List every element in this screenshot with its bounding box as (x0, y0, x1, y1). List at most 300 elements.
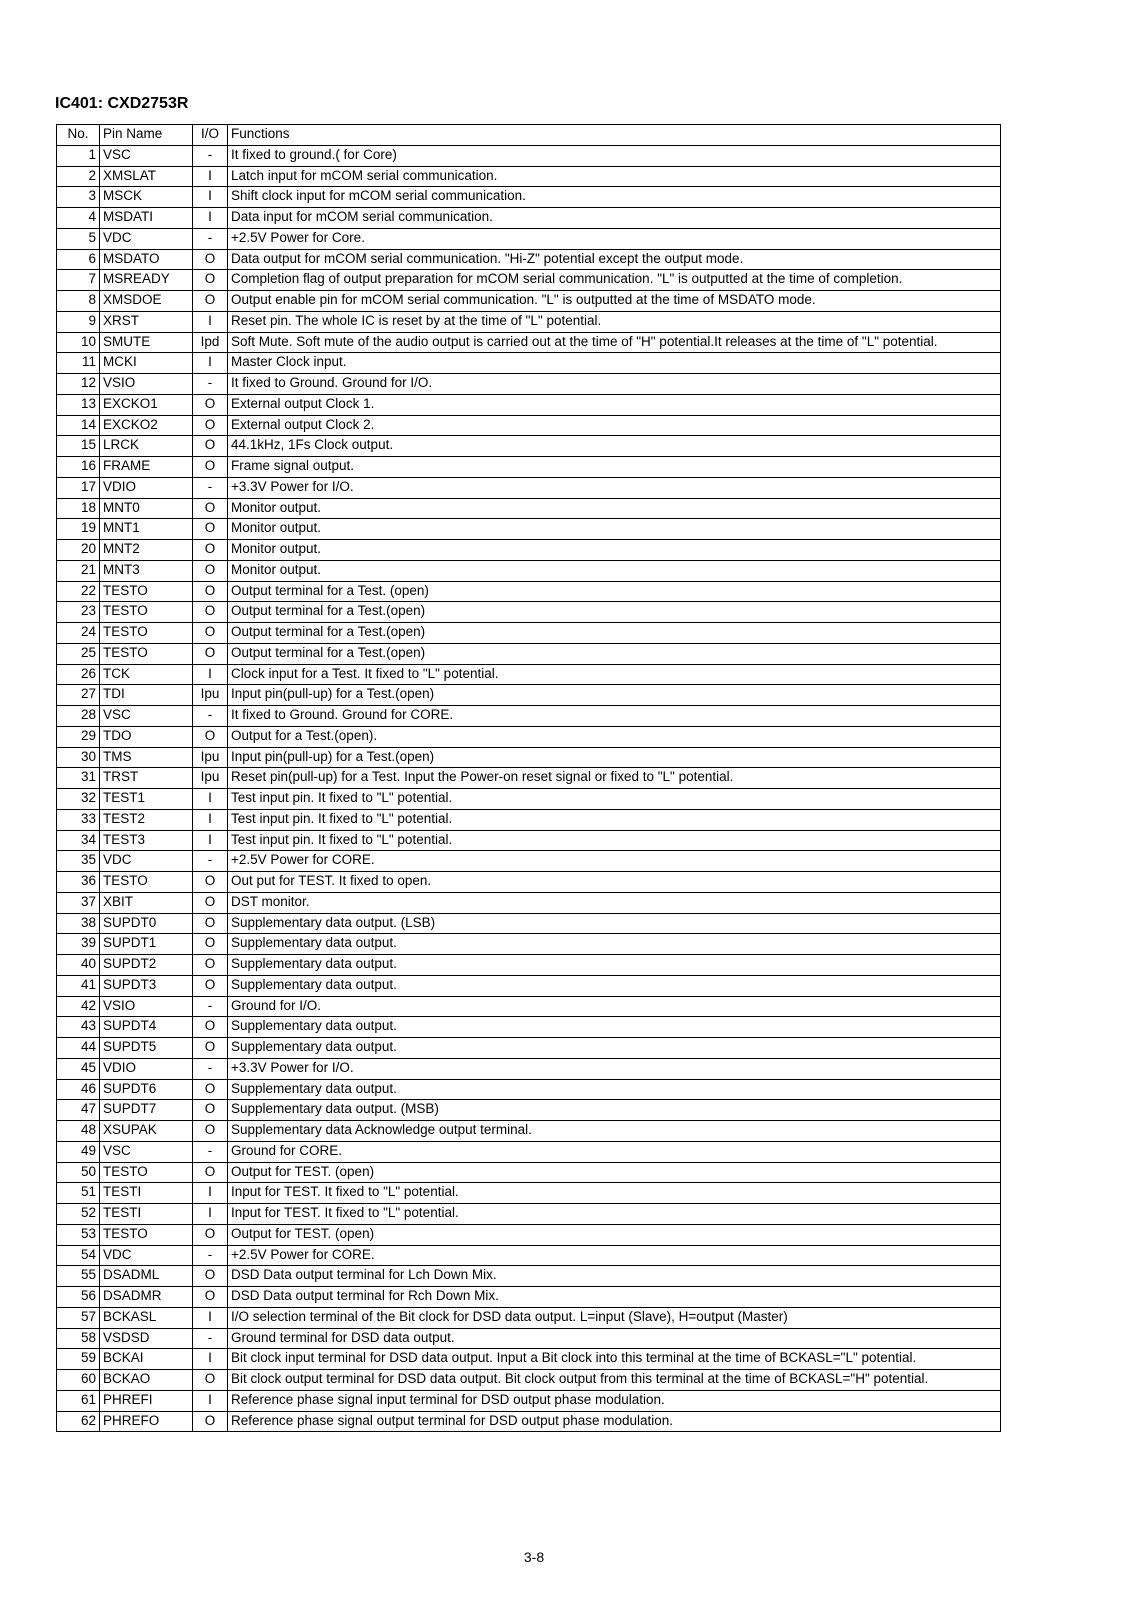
pin-name: TEST1 (100, 789, 193, 810)
pin-name: PHREFO (100, 1411, 193, 1432)
pin-function: Completion flag of output preparation for mCOM serial communication. "L" is outputted at the time of completion. (228, 270, 1001, 291)
pin-io: Ipu (193, 747, 228, 768)
pin-number: 13 (57, 394, 100, 415)
table-row (57, 249, 1001, 270)
table-row (57, 457, 1001, 478)
pin-function: DSD Data output terminal for Rch Down Mix. (228, 1287, 1001, 1308)
pin-number: 6 (57, 249, 100, 270)
pin-function: Bit clock input terminal for DSD data output. Input a Bit clock into this terminal at the time of BCKASL="L" potential. (228, 1349, 1001, 1370)
pin-number: 60 (57, 1370, 100, 1391)
pin-name: XSUPAK (100, 1121, 193, 1142)
pin-io: I (193, 208, 228, 229)
pin-name: TESTI (100, 1183, 193, 1204)
table-row (57, 1121, 1001, 1142)
pin-function: Reference phase signal output terminal for DSD output phase modulation. (228, 1411, 1001, 1432)
pin-function: Supplementary data output. (MSB) (228, 1100, 1001, 1121)
pin-number: 31 (57, 768, 100, 789)
pin-function: Ground for CORE. (228, 1141, 1001, 1162)
pin-name: MCKI (100, 353, 193, 374)
pin-number: 32 (57, 789, 100, 810)
pin-function: Output terminal for a Test.(open) (228, 643, 1001, 664)
pin-function: Monitor output. (228, 560, 1001, 581)
pin-name: MSREADY (100, 270, 193, 291)
pin-io: O (193, 1079, 228, 1100)
pin-io: O (193, 1100, 228, 1121)
pin-function: +3.3V Power for I/O. (228, 1058, 1001, 1079)
pin-io: O (193, 934, 228, 955)
pin-function: Out put for TEST. It fixed to open. (228, 872, 1001, 893)
table-row (57, 706, 1001, 727)
pin-function: Output terminal for a Test. (open) (228, 581, 1001, 602)
pin-name: MNT3 (100, 560, 193, 581)
pin-number: 17 (57, 477, 100, 498)
pin-number: 33 (57, 809, 100, 830)
pin-io: - (193, 1058, 228, 1079)
pin-io: O (193, 1287, 228, 1308)
pin-name: SUPDT7 (100, 1100, 193, 1121)
pin-function: Output for a Test.(open). (228, 726, 1001, 747)
table-row (57, 892, 1001, 913)
pin-io: O (193, 1162, 228, 1183)
pin-name: TCK (100, 664, 193, 685)
pin-number: 1 (57, 145, 100, 166)
pin-function: Frame signal output. (228, 457, 1001, 478)
pin-number: 52 (57, 1204, 100, 1225)
pin-number: 19 (57, 519, 100, 540)
pin-io: I (193, 1390, 228, 1411)
pin-io: O (193, 872, 228, 893)
pin-function: Supplementary data output. (228, 975, 1001, 996)
table-row (57, 353, 1001, 374)
pin-name: XBIT (100, 892, 193, 913)
pin-number: 39 (57, 934, 100, 955)
pin-number: 48 (57, 1121, 100, 1142)
table-row (57, 1141, 1001, 1162)
pin-function: Output for TEST. (open) (228, 1224, 1001, 1245)
table-row (57, 623, 1001, 644)
pin-number: 18 (57, 498, 100, 519)
table-row (57, 1183, 1001, 1204)
pin-io: I (193, 809, 228, 830)
table-row (57, 975, 1001, 996)
pin-function: Test input pin. It fixed to "L" potential. (228, 809, 1001, 830)
table-row (57, 311, 1001, 332)
pin-function: Monitor output. (228, 540, 1001, 561)
pin-io: O (193, 1224, 228, 1245)
pin-function: Supplementary data output. (LSB) (228, 913, 1001, 934)
pin-number: 30 (57, 747, 100, 768)
pin-name: EXCKO1 (100, 394, 193, 415)
pin-number: 51 (57, 1183, 100, 1204)
pin-name: BCKAI (100, 1349, 193, 1370)
pin-io: O (193, 643, 228, 664)
table-row (57, 1328, 1001, 1349)
table-row (57, 1100, 1001, 1121)
pin-name: TEST2 (100, 809, 193, 830)
pin-function: Output terminal for a Test.(open) (228, 602, 1001, 623)
table-row (57, 1370, 1001, 1391)
pin-io: I (193, 1183, 228, 1204)
pin-io: O (193, 726, 228, 747)
pin-name: TRST (100, 768, 193, 789)
pin-number: 12 (57, 374, 100, 395)
pin-number: 59 (57, 1349, 100, 1370)
table-row (57, 747, 1001, 768)
table-row (57, 1224, 1001, 1245)
pin-name: VSIO (100, 996, 193, 1017)
pin-table-body (57, 145, 1001, 1432)
pin-number: 24 (57, 623, 100, 644)
pin-name: VSC (100, 145, 193, 166)
pin-name: SUPDT0 (100, 913, 193, 934)
pin-name: MSCK (100, 187, 193, 208)
pin-name: FRAME (100, 457, 193, 478)
pin-name: VDC (100, 228, 193, 249)
pin-function: DSD Data output terminal for Lch Down Mix. (228, 1266, 1001, 1287)
pin-number: 47 (57, 1100, 100, 1121)
pin-name: TDO (100, 726, 193, 747)
pin-function: Supplementary data output. (228, 1038, 1001, 1059)
table-row (57, 664, 1001, 685)
table-row (57, 1162, 1001, 1183)
pin-function: +2.5V Power for Core. (228, 228, 1001, 249)
pin-io: Ipu (193, 768, 228, 789)
pin-io: O (193, 1411, 228, 1432)
pin-name: TESTO (100, 1224, 193, 1245)
pin-name: TESTI (100, 1204, 193, 1225)
pin-name: DSADML (100, 1266, 193, 1287)
pin-io: Ipd (193, 332, 228, 353)
pin-io: O (193, 581, 228, 602)
pin-function: Ground for I/O. (228, 996, 1001, 1017)
pin-name: LRCK (100, 436, 193, 457)
pin-name: VDC (100, 1245, 193, 1266)
pin-function: Supplementary data Acknowledge output terminal. (228, 1121, 1001, 1142)
pin-name: SUPDT2 (100, 955, 193, 976)
pin-number: 3 (57, 187, 100, 208)
pin-io: O (193, 1370, 228, 1391)
table-row (57, 581, 1001, 602)
pin-name: MNT2 (100, 540, 193, 561)
pin-function: Reset pin(pull-up) for a Test. Input the Power-on reset signal or fixed to "L" potential. (228, 768, 1001, 789)
header-no: No. (57, 125, 100, 146)
pin-name: MNT0 (100, 498, 193, 519)
pin-number: 7 (57, 270, 100, 291)
pin-number: 8 (57, 291, 100, 312)
pin-name: VSC (100, 706, 193, 727)
header-io: I/O (193, 125, 228, 146)
table-row (57, 851, 1001, 872)
pin-number: 21 (57, 560, 100, 581)
pin-io: - (193, 1245, 228, 1266)
table-row (57, 872, 1001, 893)
table-row (57, 1390, 1001, 1411)
table-row (57, 1349, 1001, 1370)
pin-function: Clock input for a Test. It fixed to "L" potential. (228, 664, 1001, 685)
table-row (57, 996, 1001, 1017)
pin-number: 49 (57, 1141, 100, 1162)
pin-number: 55 (57, 1266, 100, 1287)
pin-name: MNT1 (100, 519, 193, 540)
pin-io: O (193, 270, 228, 291)
table-row (57, 1307, 1001, 1328)
pin-function: 44.1kHz, 1Fs Clock output. (228, 436, 1001, 457)
pin-io: I (193, 311, 228, 332)
pin-name: TESTO (100, 643, 193, 664)
pin-io: Ipu (193, 685, 228, 706)
table-row (57, 519, 1001, 540)
pin-io: I (193, 830, 228, 851)
pin-number: 41 (57, 975, 100, 996)
pin-function: Latch input for mCOM serial communication. (228, 166, 1001, 187)
pin-function: Reset pin. The whole IC is reset by at the time of "L" potential. (228, 311, 1001, 332)
pin-name: SUPDT3 (100, 975, 193, 996)
pin-name: BCKAO (100, 1370, 193, 1391)
pin-number: 37 (57, 892, 100, 913)
pin-name: TMS (100, 747, 193, 768)
pin-function: Test input pin. It fixed to "L" potential. (228, 830, 1001, 851)
table-row (57, 1204, 1001, 1225)
pin-name: VSIO (100, 374, 193, 395)
pin-io: O (193, 394, 228, 415)
pin-number: 46 (57, 1079, 100, 1100)
pin-name: TESTO (100, 581, 193, 602)
pin-name: SUPDT6 (100, 1079, 193, 1100)
pin-io: O (193, 457, 228, 478)
pin-io: - (193, 477, 228, 498)
pin-function: Shift clock input for mCOM serial communication. (228, 187, 1001, 208)
pin-name: DSADMR (100, 1287, 193, 1308)
pin-io: O (193, 498, 228, 519)
pin-io: - (193, 996, 228, 1017)
table-row (57, 374, 1001, 395)
pin-io: O (193, 623, 228, 644)
pin-number: 56 (57, 1287, 100, 1308)
table-row (57, 477, 1001, 498)
pin-name: VDIO (100, 1058, 193, 1079)
pin-function: +2.5V Power for CORE. (228, 851, 1001, 872)
pin-number: 10 (57, 332, 100, 353)
pin-io: O (193, 519, 228, 540)
pin-function: Monitor output. (228, 519, 1001, 540)
pin-name: MSDATO (100, 249, 193, 270)
pin-number: 50 (57, 1162, 100, 1183)
pin-function: Supplementary data output. (228, 1079, 1001, 1100)
table-row (57, 955, 1001, 976)
pin-function: Supplementary data output. (228, 934, 1001, 955)
pin-function: External output Clock 1. (228, 394, 1001, 415)
pin-name: VSC (100, 1141, 193, 1162)
table-row (57, 1079, 1001, 1100)
table-row (57, 166, 1001, 187)
pin-function: Data input for mCOM serial communication. (228, 208, 1001, 229)
pin-io: O (193, 560, 228, 581)
pin-number: 27 (57, 685, 100, 706)
table-row (57, 1038, 1001, 1059)
pin-function: Input pin(pull-up) for a Test.(open) (228, 685, 1001, 706)
pin-name: VDC (100, 851, 193, 872)
pin-io: I (193, 353, 228, 374)
pin-io: O (193, 415, 228, 436)
pin-function: Soft Mute. Soft mute of the audio output is carried out at the time of "H" potential.It releases at the time of "L" potential. (228, 332, 1001, 353)
pin-number: 4 (57, 208, 100, 229)
pin-number: 62 (57, 1411, 100, 1432)
pin-name: VSDSD (100, 1328, 193, 1349)
pin-number: 42 (57, 996, 100, 1017)
pin-function: +3.3V Power for I/O. (228, 477, 1001, 498)
pin-number: 25 (57, 643, 100, 664)
pin-name: XMSDOE (100, 291, 193, 312)
pin-number: 35 (57, 851, 100, 872)
pin-number: 22 (57, 581, 100, 602)
pin-io: O (193, 436, 228, 457)
pin-number: 43 (57, 1017, 100, 1038)
pin-io: O (193, 1266, 228, 1287)
table-row (57, 436, 1001, 457)
pin-number: 2 (57, 166, 100, 187)
table-row (57, 643, 1001, 664)
table-row (57, 228, 1001, 249)
pin-number: 40 (57, 955, 100, 976)
pin-io: I (193, 1307, 228, 1328)
pin-io: O (193, 1017, 228, 1038)
pin-function: Output for TEST. (open) (228, 1162, 1001, 1183)
pin-io: O (193, 602, 228, 623)
table-row (57, 1411, 1001, 1432)
pin-name: BCKASL (100, 1307, 193, 1328)
pin-number: 5 (57, 228, 100, 249)
pin-io: I (193, 789, 228, 810)
pin-io: - (193, 374, 228, 395)
pin-name: MSDATI (100, 208, 193, 229)
table-row (57, 208, 1001, 229)
table-row (57, 768, 1001, 789)
pin-function: Input pin(pull-up) for a Test.(open) (228, 747, 1001, 768)
table-row (57, 809, 1001, 830)
pin-number: 61 (57, 1390, 100, 1411)
pin-io: O (193, 1038, 228, 1059)
pin-io: - (193, 1328, 228, 1349)
pin-function: Output terminal for a Test.(open) (228, 623, 1001, 644)
pin-function: Monitor output. (228, 498, 1001, 519)
table-row (57, 270, 1001, 291)
pin-function: DST monitor. (228, 892, 1001, 913)
table-row (57, 830, 1001, 851)
pin-io: - (193, 706, 228, 727)
pin-function: It fixed to Ground. Ground for I/O. (228, 374, 1001, 395)
page-number: 3-8 (523, 1549, 545, 1565)
table-row (57, 602, 1001, 623)
pin-number: 23 (57, 602, 100, 623)
pin-io: I (193, 166, 228, 187)
pin-function: Test input pin. It fixed to "L" potential. (228, 789, 1001, 810)
pin-number: 15 (57, 436, 100, 457)
pin-io: - (193, 851, 228, 872)
table-row (57, 1287, 1001, 1308)
table-row (57, 332, 1001, 353)
pin-number: 14 (57, 415, 100, 436)
pin-number: 53 (57, 1224, 100, 1245)
pin-function: External output Clock 2. (228, 415, 1001, 436)
pin-name: SUPDT1 (100, 934, 193, 955)
pin-number: 36 (57, 872, 100, 893)
pin-function: It fixed to ground.( for Core) (228, 145, 1001, 166)
table-row (57, 934, 1001, 955)
pin-number: 38 (57, 913, 100, 934)
pin-name: XRST (100, 311, 193, 332)
pin-io: O (193, 1121, 228, 1142)
pin-function: Data output for mCOM serial communication. "Hi-Z" potential except the output mode. (228, 249, 1001, 270)
pin-number: 45 (57, 1058, 100, 1079)
pin-function: I/O selection terminal of the Bit clock for DSD data output. L=input (Slave), H=output (Master) (228, 1307, 1001, 1328)
pin-number: 26 (57, 664, 100, 685)
pin-io: - (193, 228, 228, 249)
pin-io: - (193, 1141, 228, 1162)
pin-number: 58 (57, 1328, 100, 1349)
pin-function: It fixed to Ground. Ground for CORE. (228, 706, 1001, 727)
pin-name: SMUTE (100, 332, 193, 353)
pin-function: Output enable pin for mCOM serial communication. "L" is outputted at the time of MSDATO mode. (228, 291, 1001, 312)
pin-name: TESTO (100, 623, 193, 644)
pin-name: SUPDT4 (100, 1017, 193, 1038)
pin-name: TESTO (100, 1162, 193, 1183)
pin-number: 57 (57, 1307, 100, 1328)
pin-io: - (193, 145, 228, 166)
table-row (57, 726, 1001, 747)
pin-number: 29 (57, 726, 100, 747)
pin-io: O (193, 955, 228, 976)
table-header-row (57, 125, 1001, 146)
pin-name: TESTO (100, 602, 193, 623)
table-row (57, 415, 1001, 436)
pin-io: I (193, 1349, 228, 1370)
pin-name: VDIO (100, 477, 193, 498)
pin-io: O (193, 540, 228, 561)
table-row (57, 685, 1001, 706)
pin-name: TDI (100, 685, 193, 706)
pin-io: I (193, 1204, 228, 1225)
pin-name: XMSLAT (100, 166, 193, 187)
table-row (57, 145, 1001, 166)
pin-function: +2.5V Power for CORE. (228, 1245, 1001, 1266)
table-row (57, 498, 1001, 519)
pin-function: Input for TEST. It fixed to "L" potential. (228, 1204, 1001, 1225)
header-functions: Functions (228, 125, 1001, 146)
document-title: IC401: CXD2753R (55, 95, 189, 112)
table-row (57, 187, 1001, 208)
pin-table (56, 124, 1001, 1432)
pin-function: Supplementary data output. (228, 1017, 1001, 1038)
pin-io: O (193, 975, 228, 996)
pin-number: 34 (57, 830, 100, 851)
header-pin-name: Pin Name (100, 125, 193, 146)
pin-io: O (193, 249, 228, 270)
pin-number: 20 (57, 540, 100, 561)
pin-function: Input for TEST. It fixed to "L" potential. (228, 1183, 1001, 1204)
pin-io: O (193, 913, 228, 934)
pin-name: TEST3 (100, 830, 193, 851)
pin-io: I (193, 187, 228, 208)
table-row (57, 394, 1001, 415)
pin-name: PHREFI (100, 1390, 193, 1411)
pin-name: EXCKO2 (100, 415, 193, 436)
pin-number: 11 (57, 353, 100, 374)
pin-io: O (193, 892, 228, 913)
table-row (57, 789, 1001, 810)
pin-number: 16 (57, 457, 100, 478)
table-row (57, 540, 1001, 561)
pin-function: Bit clock output terminal for DSD data output. Bit clock output from this terminal at the time of BCKASL="H" potential. (228, 1370, 1001, 1391)
